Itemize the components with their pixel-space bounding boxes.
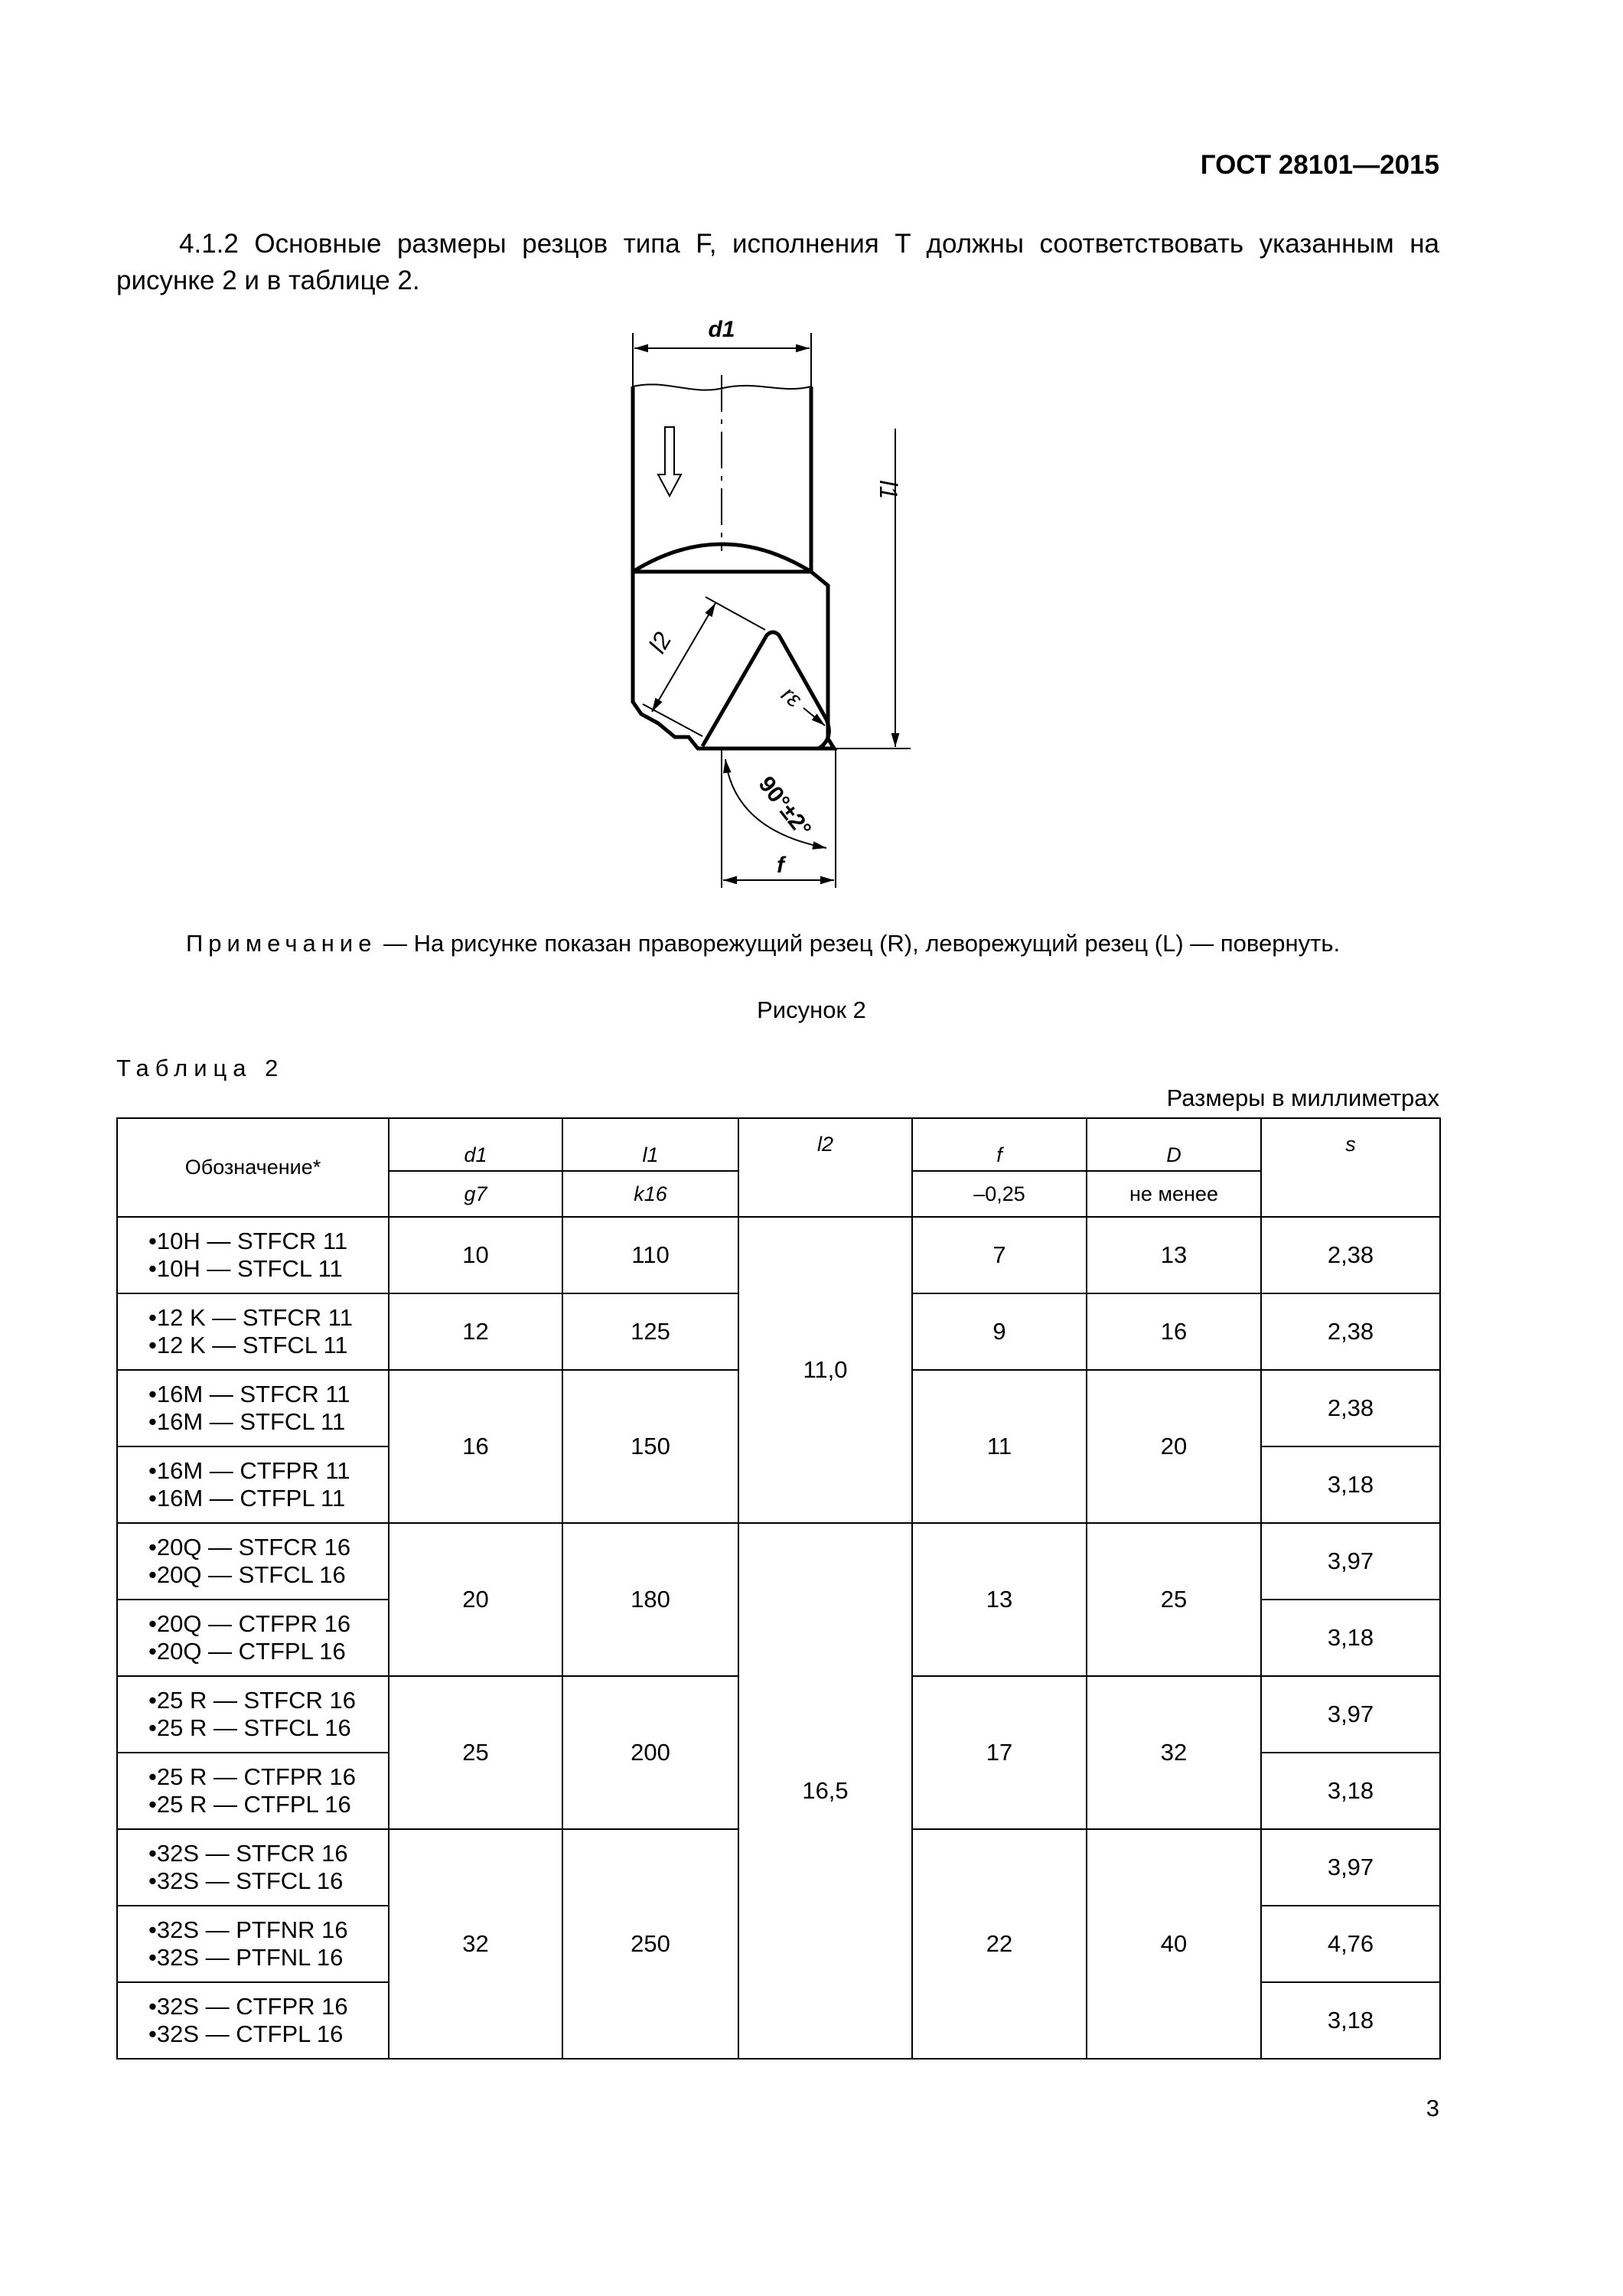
- l1-label: l1: [875, 480, 902, 500]
- s-cell: 3,18: [1261, 1982, 1440, 2059]
- table-row: [117, 1523, 1440, 1600]
- d1-cell: 16: [389, 1370, 562, 1523]
- l2-label: l2: [643, 627, 677, 658]
- f-cell: 22: [912, 1829, 1087, 2059]
- figure-caption: Рисунок 2: [757, 996, 866, 1023]
- figure-note: [186, 930, 1340, 957]
- designation-line: •25 R — STFCL 16: [148, 1714, 351, 1741]
- feed-direction-icon: [658, 427, 681, 496]
- page-number: 3: [1426, 2095, 1439, 2122]
- designation-cell: [117, 1293, 389, 1370]
- document-code: ГОСТ 28101—2015: [1200, 150, 1439, 180]
- header-f: f: [912, 1118, 1087, 1171]
- f-cell: 17: [912, 1676, 1087, 1829]
- l1-cell: 250: [562, 1829, 738, 2059]
- l2-cell: 16,5: [738, 1523, 912, 2059]
- s-cell: 3,97: [1261, 1829, 1440, 1906]
- s-cell: 3,18: [1261, 1753, 1440, 1829]
- s-cell: 2,38: [1261, 1370, 1440, 1446]
- l2-cell: 11,0: [738, 1217, 912, 1523]
- table-label: Таблица 2: [116, 1055, 285, 1081]
- designation-line: •16M — CTFPR 11: [148, 1457, 350, 1484]
- designation-line: •20Q — CTFPL 16: [148, 1638, 346, 1665]
- designation-line: •25 R — STFCR 16: [148, 1687, 356, 1714]
- s-cell: 3,18: [1261, 1446, 1440, 1523]
- designation-line: •16M — STFCR 11: [148, 1381, 350, 1407]
- D-cell: 32: [1087, 1676, 1261, 1829]
- d1-cell: 10: [389, 1217, 562, 1293]
- header-l1-tolerance: k16: [562, 1171, 738, 1217]
- d1-cell: 12: [389, 1293, 562, 1370]
- header-D: D: [1087, 1118, 1261, 1171]
- designation-line: •16M — CTFPL 11: [148, 1485, 346, 1512]
- r-epsilon-label: rε: [776, 681, 807, 713]
- designation-line: •20Q — STFCL 16: [148, 1561, 346, 1588]
- designation-line: •10H — STFCL 11: [148, 1255, 343, 1282]
- designation-cell: [117, 1906, 389, 1982]
- D-cell: 25: [1087, 1523, 1261, 1676]
- l1-cell: 200: [562, 1676, 738, 1829]
- designation-line: •10H — STFCR 11: [148, 1228, 348, 1254]
- designation-line: •12 K — STFCR 11: [148, 1304, 353, 1331]
- f-cell: 7: [912, 1217, 1087, 1293]
- designation-line: •16M — STFCL 11: [148, 1408, 346, 1435]
- header-d1-tolerance: g7: [389, 1171, 562, 1217]
- s-cell: 3,97: [1261, 1523, 1440, 1600]
- cutter-head: [633, 572, 834, 748]
- dimensions-table: [116, 1117, 1441, 2060]
- l1-cell: 110: [562, 1217, 738, 1293]
- paragraph-4-1-2: 4.1.2 Основные размеры резцов типа F, исполнения T должны соответствовать указанным на рисунке 2 и в таблице 2.: [116, 229, 1439, 295]
- s-cell: 2,38: [1261, 1293, 1440, 1370]
- s-cell: 3,97: [1261, 1676, 1440, 1753]
- designation-line: •20Q — STFCR 16: [148, 1534, 351, 1561]
- f-label: f: [777, 853, 784, 878]
- l1-cell: 125: [562, 1293, 738, 1370]
- header-l2: l2: [738, 1118, 912, 1217]
- D-cell: 13: [1087, 1217, 1261, 1293]
- designation-cell: [117, 1676, 389, 1753]
- table-row: [117, 1217, 1440, 1293]
- designation-cell: [117, 1217, 389, 1293]
- d1-cell: 20: [389, 1523, 562, 1676]
- designation-line: •20Q — CTFPR 16: [148, 1610, 351, 1637]
- s-cell: 2,38: [1261, 1217, 1440, 1293]
- designation-line: •32S — STFCR 16: [148, 1840, 348, 1867]
- l1-cell: 180: [562, 1523, 738, 1676]
- note-prefix: Примечание: [186, 930, 377, 957]
- designation-cell: [117, 1600, 389, 1676]
- s-cell: 3,18: [1261, 1600, 1440, 1676]
- header-designation: Обозначение*: [117, 1118, 389, 1217]
- f-cell: 9: [912, 1293, 1087, 1370]
- d1-cell: 25: [389, 1676, 562, 1829]
- dimension-l1: [836, 429, 911, 748]
- cutter-shank: [633, 375, 811, 572]
- d1-cell: 32: [389, 1829, 562, 2059]
- d1-label: d1: [708, 317, 735, 342]
- table-units: Размеры в миллиметрах: [1166, 1084, 1439, 1111]
- designation-cell: [117, 1370, 389, 1446]
- designation-cell: [117, 1829, 389, 1906]
- f-cell: 13: [912, 1523, 1087, 1676]
- note-text: — На рисунке показан праворежущий резец (R), леворежущий резец (L) — повернуть.: [376, 930, 1341, 957]
- header-l1: l1: [562, 1118, 738, 1171]
- designation-line: •32S — STFCL 16: [148, 1867, 344, 1894]
- l1-cell: 150: [562, 1370, 738, 1523]
- s-cell: 4,76: [1261, 1906, 1440, 1982]
- designation-line: •25 R — CTFPR 16: [148, 1763, 356, 1790]
- header-s: s: [1261, 1118, 1440, 1217]
- angle-label: 90°±2°: [753, 771, 816, 842]
- designation-line: •25 R — CTFPL 16: [148, 1791, 351, 1818]
- D-cell: 40: [1087, 1829, 1261, 2059]
- designation-line: •32S — PTFNR 16: [148, 1916, 348, 1943]
- designation-line: •12 K — STFCL 11: [148, 1332, 348, 1358]
- header-f-tolerance: –0,25: [912, 1171, 1087, 1217]
- header-d1: d1: [389, 1118, 562, 1171]
- D-cell: 16: [1087, 1293, 1261, 1370]
- designation-cell: [117, 1446, 389, 1523]
- header-D-tolerance: не менее: [1087, 1171, 1261, 1217]
- designation-cell: [117, 1982, 389, 2059]
- designation-cell: [117, 1753, 389, 1829]
- designation-line: •32S — PTFNL 16: [148, 1944, 344, 1971]
- f-cell: 11: [912, 1370, 1087, 1523]
- cutter-drawing: [597, 306, 964, 903]
- designation-cell: [117, 1523, 389, 1600]
- designation-line: •32S — CTFPR 16: [148, 1993, 348, 2020]
- D-cell: 20: [1087, 1370, 1261, 1523]
- designation-line: •32S — CTFPL 16: [148, 2020, 344, 2047]
